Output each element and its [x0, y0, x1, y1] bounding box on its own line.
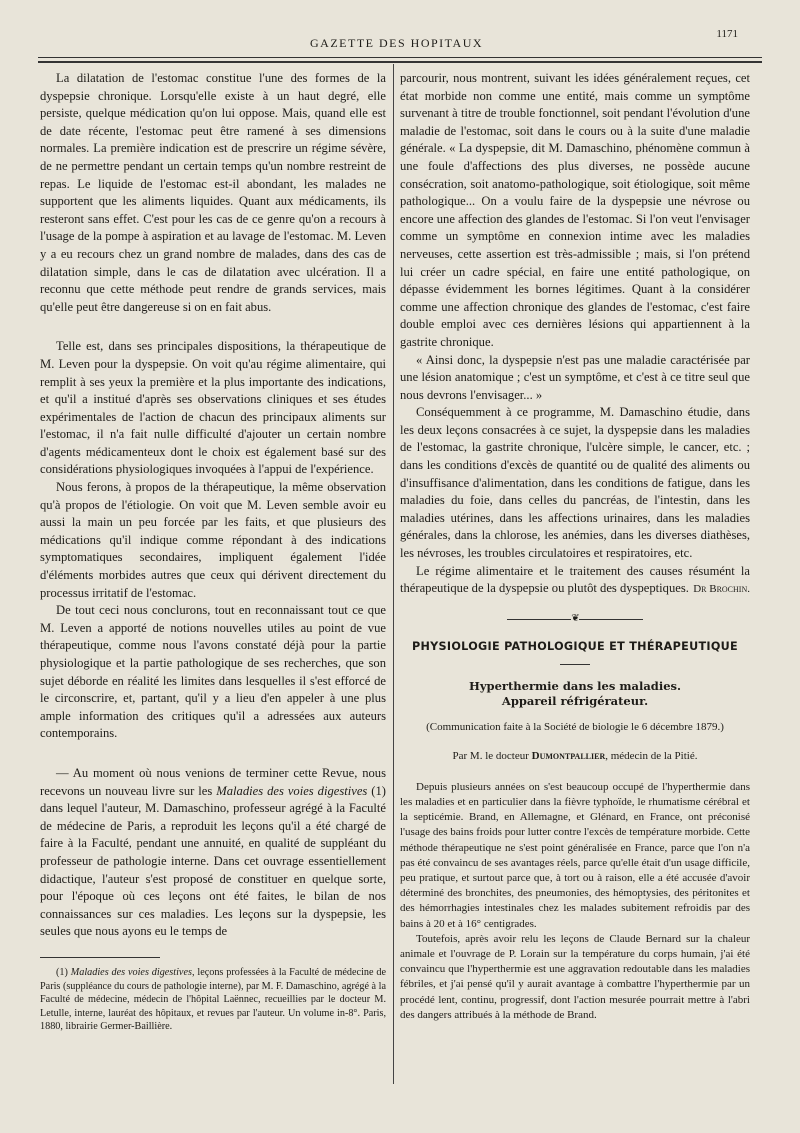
page-header	[0, 28, 800, 48]
author-name: Dumontpallier	[531, 750, 606, 763]
article-subtitle: Appareil réfrigérateur.	[501, 693, 649, 708]
article-body	[400, 780, 750, 1023]
article-title: Hyperthermie dans les maladies.	[468, 678, 681, 693]
header-rule-thick	[38, 61, 762, 63]
paragraph: Depuis plusieurs années on s'est beaucoup occupé de l'hyperthermie dans les maladies et en particulier dans la fièvre typhoïde, le rhumatisme cérébral et la septicémie. Brand, en Allemagne, et Glénard, en France, ont préconisé l'usage des bains froids pour lutter contre l'excès de température morbide. Cette méthode thérapeutique ne s'est point généralisée en France, parce que l'on n'a pas été convaincu de ses avantages réels, parce qu'elle était d'un usage difficile, peu pratique, et surtout parce que, à tort ou à raison, elle a été accusée d'avoir déterminé des bronchites, des pneumonies, des hémoptysies, des péritonites et des hémorrhagies intestinales chez les malades subitement refroidis par des bains à 20 et à 16° centigrades.	[400, 780, 750, 930]
paragraph: « Ainsi donc, la dyspepsie n'est pas une maladie caractérisée par une lésion anatomique ; c'est un symptôme, et c'est à ce titre seul que nous devrons l'envisager... »	[400, 352, 750, 402]
footnote-book-title: Maladies des voies digestives	[70, 966, 192, 978]
footnote-rule	[40, 957, 160, 958]
column-divider	[393, 64, 394, 1084]
paragraph: Toutefois, après avoir relu les leçons de Claude Bernard sur la chaleur animale et l'ouvrage de P. Lorain sur la température du corps humain, j'ai été convaincu que l'hyperthermie est une aggravation redoutable dans les maladies fébriles, et j'ai pensé qu'il y aurait avantage à combattre l'hyperthermie par un procédé lent, continu, progressif, dont l'action mesurée pourrait mettre à l'abri des dangers attribués à la méthode de Brand.	[400, 932, 750, 1021]
book-title: Maladies des voies digestives	[216, 783, 368, 798]
paragraph: Nous ferons, à propos de la thérapeutique, la même observation qu'à propos de l'étiologie. On voit que M. Leven semble avoir eu aussi la main un peu forcée par les faits, et que plusieurs des médications qu'il indique comme répondant à des indications symptomatiques secondaires, impliquent également l'idée d'éléments morbides autres que ceux qui dérivent directement du processus irritatif de l'estomac.	[40, 480, 386, 600]
article-note: (Communication faite à la Société de biologie le 6 décembre 1879.)	[426, 720, 724, 733]
footnote-text: , leçons professées à la Faculté de médecine de Paris (suppléance du cours de pathologie interne), par M. F. Damaschino, agrégé à la Faculté de médecine, médecin de l'hôpital Laënnec, recueillies par le docteur M. Letulle, interne, lauréat des hôpitaux, et revues par l'auteur. Un volume in-8°. Paris, 1880, librairie Germer-Baillière.	[40, 966, 386, 1033]
running-title: GAZETTE DES HOPITAUX	[310, 36, 484, 50]
section-title: PHYSIOLOGIE PATHOLOGIQUE ET THÉRAPEUTIQUE	[411, 640, 739, 653]
paragraph: De tout ceci nous conclurons, tout en reconnaissant tout ce que M. Leven a apporté de notions nouvelles utiles au point de vue thérapeutique, comme nous l'avons constaté déjà pour la partie physiologique et la partie pathologique de ses recherches, que son sujet déborde en réalité les limites dans lesquelles il s'est efforcé de le circonscrire, et, partant, qu'il y a lieu d'en appeler à une plus ample information des critiques qu'il a adressées aux auteurs contemporains.	[40, 603, 386, 741]
article-author	[400, 748, 750, 766]
paragraph: Le régime alimentaire et le traitement des causes résumént la thérapeutique de la dyspepsie ou plutôt des dyspeptiques.	[400, 563, 750, 596]
author-signature: Dr Brochin.	[693, 582, 750, 595]
paragraph: parcourir, nous montrent, suivant les idées généralement reçues, cet état morbide non comme une entité, mais comme un symptôme survenant à titre de trouble fonctionnel, soit pendant l'évolution d'une maladie de l'estomac, soit dans le cours ou à la suite d'une maladie générale. « La dyspepsie, dit M. Damaschino, phénomène commun à une foule d'affections des plus diverses, ne possède aucune consécration, soit anatomo-pathologique, soit étiologique, soit même pathologique... On a voulu faire de la dyspepsie une névrose ou encore une affection des glandes de l'estomac. Si l'on veut l'envisager comme un symptôme en connexion intime avec les maladies nerveuses, cette assertion est très-admissible ; mais, si l'on prétend lui créer un cadre spécial, en faire une entité pathologique, on dépasse évidemment les bornes légitimes. Quant à la considérer comme une affection chronique des glandes de l'estomac, c'est faire double emploi avec ces dernières lésions qui appartiennent à la gastrite chronique.	[400, 71, 750, 349]
right-column	[400, 70, 750, 1023]
author-suffix: , médecin de la Pitié.	[605, 750, 698, 763]
text-run: — Au moment où nous venions de terminer cette Revue, nous recevons un nouveau livre sur les	[40, 765, 386, 798]
paragraph: La dilatation de l'estomac constitue l'une des formes de la dyspepsie chronique. Lorsqu'elle existe à un haut degré, elle persiste, quelque médication qu'on lui oppose. Mais, quand elle est de date récente, l'estomac peut être ramené à ses dimensions normales. La première indication est de prescrire un régime sévère, de ne permettre pendant un certain temps qu'un nombre restreint de repas. Le liquide de l'estomac est-il abondant, les malades ne supportent que les aliments liquides. Quant aux médicaments, ils resteront sans effet. C'est pour les cas de ce genre qu'on a recours à l'usage de la pompe à aspiration et au lavage de l'estomac. M. Leven y a eu recours chez un grand nombre de malades, dans des cas de dilatation simple, dans le cas de dilatation avec ulcération. Il a reconnu que cette méthode peut rendre de grands services, mais qu'elle peut être dangereuse si on en fait abus.	[40, 71, 386, 314]
footnote	[40, 966, 386, 1034]
header-rule	[38, 57, 762, 58]
paragraph: Telle est, dans ses principales dispositions, la thérapeutique de M. Leven pour la dyspepsie. On voit qu'au régime alimentaire, qui remplit à ses yeux la première et la plus importante des indications, et qu'il a institué d'après ses observations cliniques et ses études expérimentales de l'action de chacun des principaux aliments sur l'estomac, il n'a fait nulle difficulté d'ajouter un certain nombre d'agents médicamenteux dont le choix est également basé sur des considérations physiologiques invoquées à l'appui de l'expérience.	[40, 339, 386, 477]
page-number: 1171	[716, 28, 738, 40]
paragraph	[40, 765, 386, 941]
short-rule	[560, 664, 590, 665]
left-column	[40, 70, 386, 1034]
footnote-marker: (1)	[56, 966, 71, 978]
text-run: (1) dans lequel l'auteur, M. Damaschino, professeur agrégé à la Faculté de médecine de Paris, a reproduit les leçons qu'il a été chargé de faire à la Faculté, pendant une annuité, en qualité de suppléant du professeur de pathologie interne. Dans cet ouvrage essentiellement didactique, l'auteur s'est proposé de constituer en quelque sorte, pour l'époque où ces leçons ont été faites, le bilan de nos connaissances sur ces maladies. Les leçons sur la dyspepsie, les seules que nous ayons eu le temps de	[40, 783, 386, 939]
author-prefix: Par M. le docteur	[452, 750, 532, 763]
paragraph: Conséquemment à ce programme, M. Damaschino étudie, dans les deux leçons consacrées à ce sujet, la dyspepsie dans les maladies de l'estomac, la gastrite chronique, l'ulcère simple, le cancer, etc. ; dans les conditions d'excès de quantité ou de qualité des aliments ou d'insuffisance d'alimentation, dans les conditions de fatigue, dans les maladies du foie, dans celles du pancréas, de l'intestin, dans les maladies utérines, dans les affections urinaires, dans les maladies générales, dans la chlorose, les anémies, dans les diverses diathèses, les névroses, les troubles circulatoires et respiratoires, etc.	[400, 405, 750, 561]
section-ornament: ❦	[400, 610, 750, 628]
